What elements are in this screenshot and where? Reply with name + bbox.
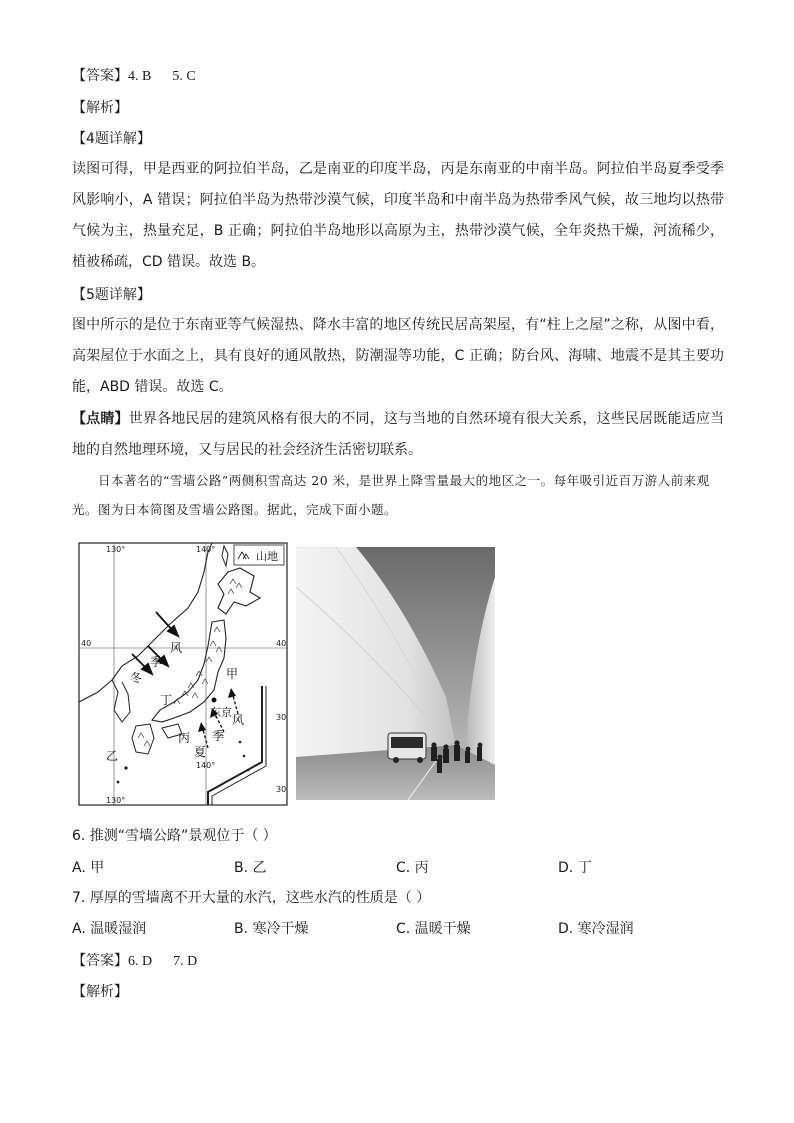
island [124,766,127,769]
q4-detail-text: 读图可得，甲是西亚的阿拉伯半岛，乙是南亚的印度半岛，丙是东南亚的中南半岛。阿拉伯半岛夏季受季风影响小，A 错误；阿拉伯半岛为热带沙漠气候，印度半岛和中南半岛为热带季风气候，故三地均以热带气候为主，热量充足，B 正确；阿拉伯半岛地形以高原为主，热带沙漠气候，全年炎热干燥，河流稀少，植被稀疏，CD 错误。故选 B。 [72,161,724,270]
summer-char-3: 风 [232,713,245,727]
answer-label: 【答案】 [72,953,128,969]
summer-char-1: 夏 [194,745,207,759]
q4-detail-header: 【4题详解】 [72,131,151,147]
lat-label-30-right: 30 [276,713,287,722]
answer-text: 4. B 5. C [128,69,196,84]
answer-label: 【答案】 [72,68,128,84]
answer-line-1 [72,66,196,87]
lon-label-140-bottom: 140° [196,761,216,770]
lon-label-130-bottom: 130° [106,796,126,805]
question-7-option-d[interactable]: D. 寒冷湿润 [558,921,634,937]
map-label-yi: 乙 [106,749,119,763]
winter-char-2: 季 [150,655,163,669]
legend-label: 山地 [256,550,278,563]
lat-label-40-right: 40 [276,639,287,648]
winter-char-3: 风 [170,641,183,655]
japan-map [78,542,288,806]
island [243,755,246,758]
map-label-ding: 丁 [160,693,173,707]
question-7-option-a[interactable]: A. 温暖湿润 [72,921,147,937]
analysis-header-2: 【解析】 [72,984,128,1000]
question-7-option-c[interactable]: C. 温暖干燥 [396,921,471,937]
tokyo-marker [212,698,217,703]
q5-detail-text: 图中所示的是位于东南亚等气候湿热、降水丰富的地区传统民居高架屋，有“柱上之屋”之称，从图中看，高架屋位于水面之上，具有良好的通风散热，防潮湿等功能，C 正确；防台风、海啸、地震不是其主要功能，ABD 错误。故选 C。 [72,317,724,395]
q5-detail-header: 【5题详解】 [72,287,151,303]
question-6-stem: 6. 推测“雪墙公路”景观位于（ ） [72,828,277,844]
island [247,769,250,772]
bus [388,733,426,763]
comment-text: 世界各地民居的建筑风格有很大的不同，这与当地的自然环境有很大关系，这些民居既能适应当地的自然地理环境，又与居民的社会经济生活密切联系。 [72,411,725,458]
question-7-stem: 7. 厚厚的雪墙离不开大量的水汽，这些水汽的性质是（ ） [72,890,431,906]
lon-label-140-top: 140° [196,545,216,554]
question-6-option-c[interactable]: C. 丙 [396,860,429,876]
question-6-option-b[interactable]: B. 乙 [234,860,267,876]
analysis-header-1: 【解析】 [72,100,128,116]
island [239,741,242,744]
answer-text: 6. D 7. D [128,954,198,969]
map-label-jia: 甲 [226,667,239,681]
map-label-tokyo: 东京 [210,706,232,719]
intro-paragraph: 日本著名的“雪墙公路”两侧积雪高达 20 米，是世界上降雪量最大的地区之一。每年吸引近百万游人前来观光。图为日本简图及雪墙公路图。据此，完成下面小题。 [72,473,710,517]
map-label-bing: 丙 [178,731,191,745]
lat-label-30-inset: 30 [276,785,287,794]
question-6-option-d[interactable]: D. 丁 [558,860,592,876]
answer-line-2 [72,951,197,972]
island [117,781,120,784]
question-7-option-b[interactable]: B. 寒冷干燥 [234,921,309,937]
summer-char-2: 季 [212,729,225,743]
winter-char-1: 冬 [130,671,143,685]
comment-paragraph [72,404,724,466]
snow-wall-photo [296,547,495,800]
comment-label: 【点睛】 [72,411,129,427]
lat-label-40-left: 40 [81,639,92,648]
question-6-option-a[interactable]: A. 甲 [72,860,105,876]
lon-label-130-top: 130° [106,545,126,554]
